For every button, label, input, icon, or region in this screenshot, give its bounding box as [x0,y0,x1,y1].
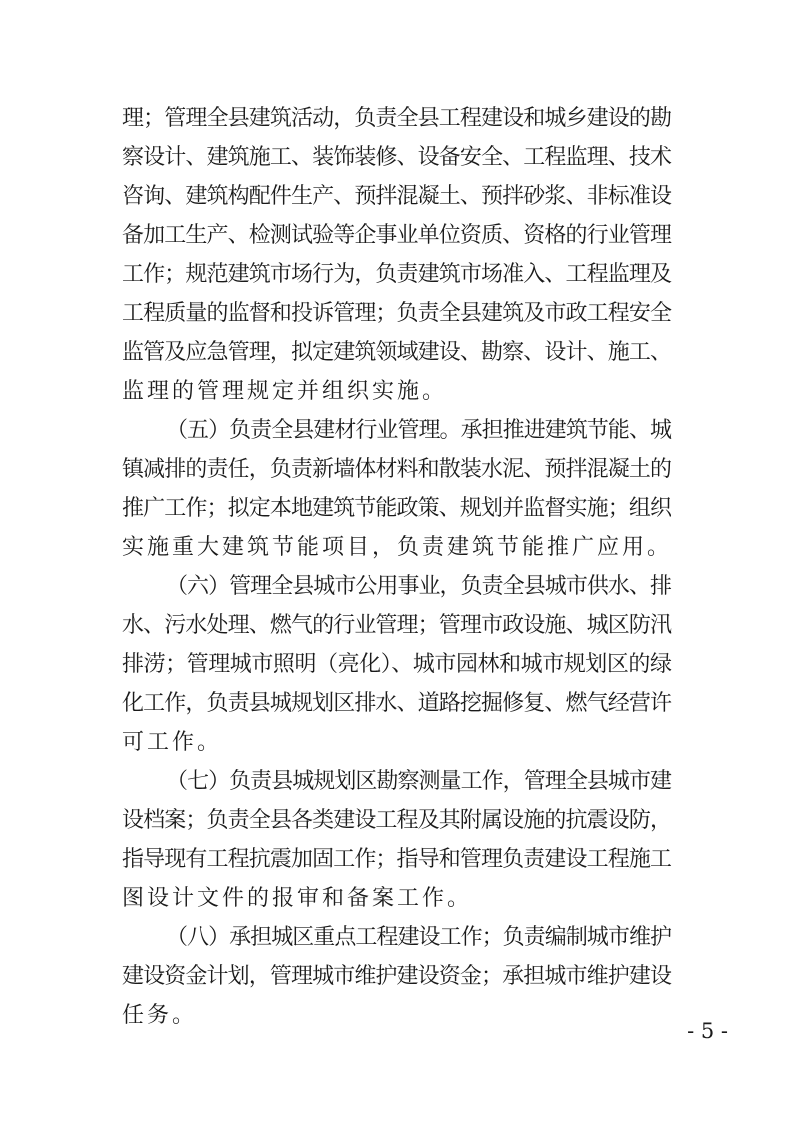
text-line: 可工作。 [122,730,222,755]
text-line: 理；管理全县建筑活动，负责全县工程建设和城乡建设的勘 [122,106,672,131]
text-line: 指导现有工程抗震加固工作；指导和管理负责建设工程施工 [122,847,672,872]
text-line: 实施重大建筑节能项目，负责建筑节能推广应用。 [122,535,672,560]
text-line: 监理的管理规定并组织实施。 [122,379,447,404]
text-line: 化工作，负责县城规划区排水、道路挖掘修复、燃气经营许 [122,691,672,716]
paragraph-first-line: （八）承担城区重点工程建设工作；负责编制城市维护 [166,925,672,950]
page-number: - 5 - [687,1019,728,1043]
text-line: 水、污水处理、燃气的行业管理；管理市政设施、城区防汛 [122,613,672,638]
paragraph-first-line: （五）负责全县建材行业管理。承担推进建筑节能、城 [166,418,672,443]
text-line: 工作；规范建筑市场行为，负责建筑市场准入、工程监理及 [122,262,672,287]
text-line: 咨询、建筑构配件生产、预拌混凝土、预拌砂浆、非标准设 [122,184,672,209]
text-line: 图设计文件的报审和备案工作。 [122,886,472,911]
text-line: 镇减排的责任，负责新墙体材料和散装水泥、预拌混凝土的 [122,457,672,482]
text-line: 排涝；管理城市照明（亮化）、城市园林和城市规划区的绿 [122,652,672,677]
paragraph-first-line: （六）管理全县城市公用事业，负责全县城市供水、排 [166,574,672,599]
paragraph-first-line: （七）负责县城规划区勘察测量工作，管理全县城市建 [166,769,672,794]
text-line: 监管及应急管理，拟定建筑领域建设、勘察、设计、施工、 [122,340,672,365]
text-line: 察设计、建筑施工、装饰装修、设备安全、工程监理、技术 [122,145,672,170]
text-line: 推广工作；拟定本地建筑节能政策、规划并监督实施；组织 [122,496,672,521]
text-line: 备加工生产、检测试验等企事业单位资质、资格的行业管理 [122,223,672,248]
text-line: 任务。 [122,1003,197,1028]
text-line: 建设资金计划，管理城市维护建设资金；承担城市维护建设 [122,964,672,989]
text-line: 设档案；负责全县各类建设工程及其附属设施的抗震设防， [122,808,672,833]
text-line: 工程质量的监督和投诉管理；负责全县建筑及市政工程安全 [122,301,672,326]
